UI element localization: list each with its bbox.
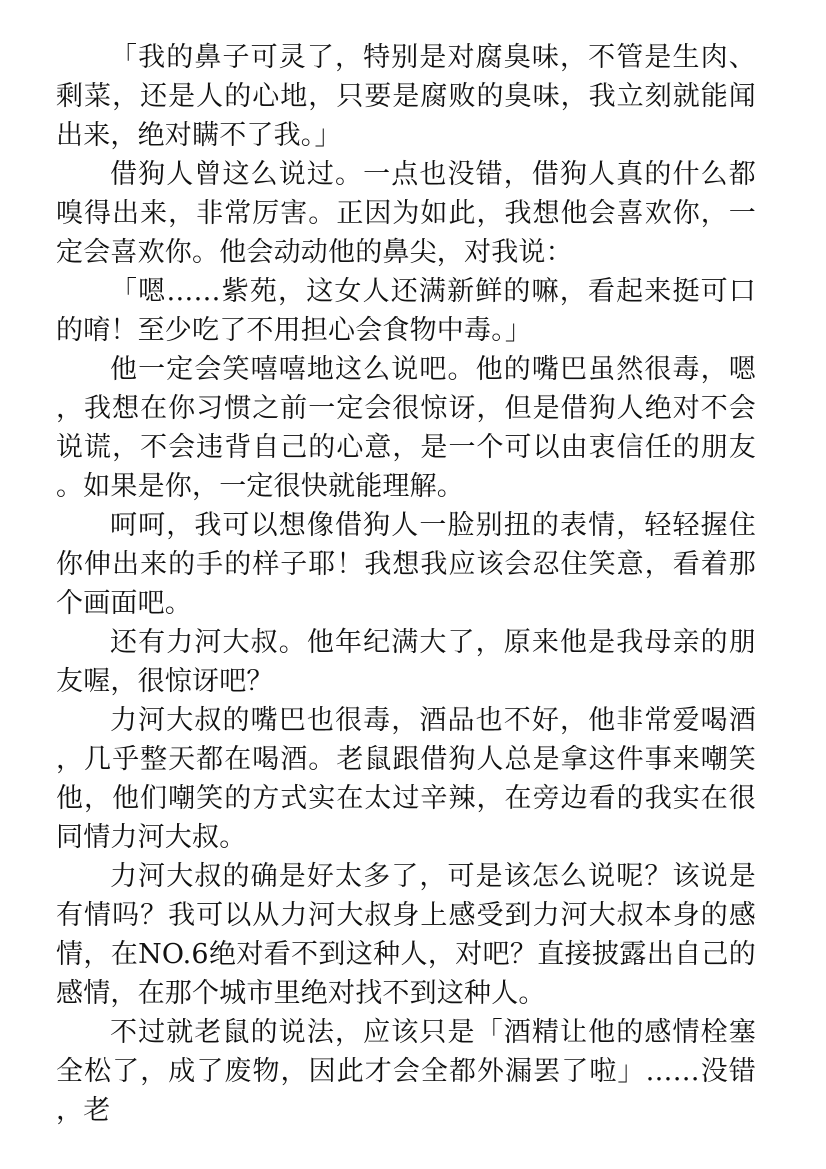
paragraph: 借狗人曾这么说过。一点也没错，借狗人真的什么都嗅得出来，非常厉害。正因为如此，我想他会喜欢你，一定会喜欢你。他会动动他的鼻尖，对我说：	[56, 159, 756, 268]
paragraph: 不过就老鼠的说法，应该只是「酒精让他的感情栓塞全松了，成了废物，因此才会全都外漏罢了啦」……没错，老	[56, 1017, 756, 1126]
paragraph: 「我的鼻子可灵了，特别是对腐臭味，不管是生肉、剩菜，还是人的心地，只要是腐败的臭味，我立刻就能闻出来，绝对瞒不了我。」	[56, 42, 756, 151]
paragraph: 力河大叔的确是好太多了，可是该怎么说呢？该说是有情吗？我可以从力河大叔身上感受到力河大叔本身的感情，在NO.6绝对看不到这种人，对吧？直接披露出自己的感情，在那个城市里绝对找不到这种人。	[56, 861, 756, 1009]
document-page	[56, 38, 756, 1130]
paragraph: 还有力河大叔。他年纪满大了，原来他是我母亲的朋友喔，很惊讶吧？	[56, 627, 756, 697]
paragraph: 力河大叔的嘴巴也很毒，酒品也不好，他非常爱喝酒，几乎整天都在喝酒。老鼠跟借狗人总是拿这件事来嘲笑他，他们嘲笑的方式实在太过辛辣，在旁边看的我实在很同情力河大叔。	[56, 705, 756, 853]
paragraph: 「嗯……紫苑，这女人还满新鲜的嘛，看起来挺可口的唷！至少吃了不用担心会食物中毒。」	[56, 276, 756, 346]
paragraph: 呵呵，我可以想像借狗人一脸别扭的表情，轻轻握住你伸出来的手的样子耶！我想我应该会忍住笑意，看着那个画面吧。	[56, 510, 756, 619]
paragraph: 他一定会笑嘻嘻地这么说吧。他的嘴巴虽然很毒，嗯，我想在你习惯之前一定会很惊讶，但是借狗人绝对不会说谎，不会违背自己的心意，是一个可以由衷信任的朋友。如果是你，一定很快就能理解。	[56, 354, 756, 502]
